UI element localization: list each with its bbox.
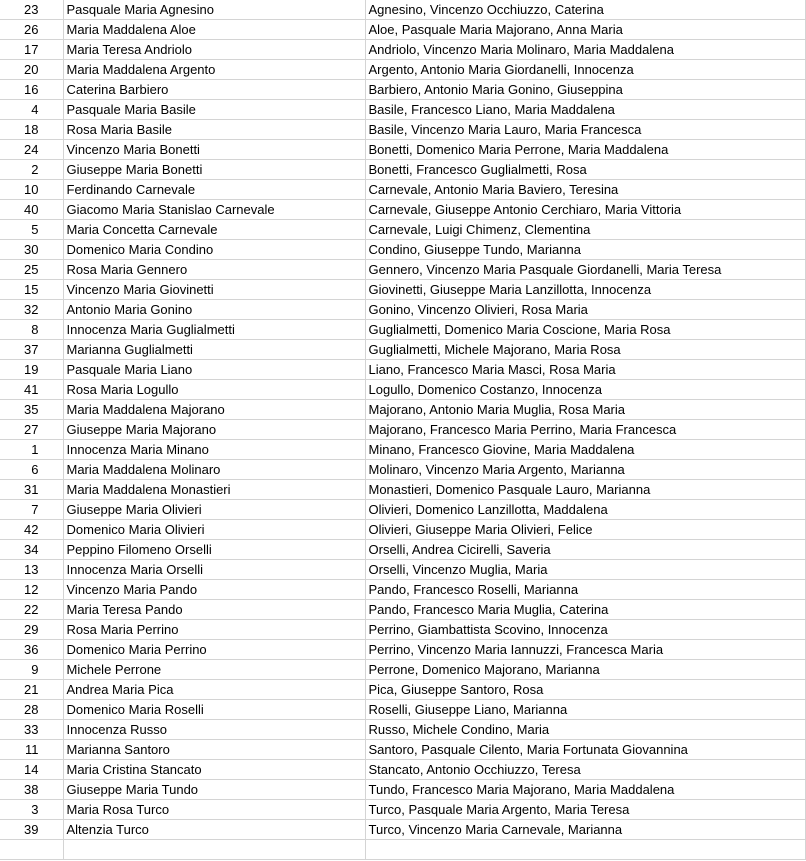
cell-id[interactable]: 14 (0, 760, 63, 780)
table-row (0, 460, 805, 480)
cell-parents[interactable]: Carnevale, Giuseppe Antonio Cerchiaro, Maria Vittoria (365, 200, 805, 220)
cell-parents[interactable]: Gonino, Vincenzo Olivieri, Rosa Maria (365, 300, 805, 320)
cell-parents[interactable]: Turco, Pasquale Maria Argento, Maria Teresa (365, 800, 805, 820)
cell-parents[interactable]: Basile, Francesco Liano, Maria Maddalena (365, 100, 805, 120)
cell-id[interactable]: 18 (0, 120, 63, 140)
table-row (0, 800, 805, 820)
cell-parents[interactable] (365, 840, 805, 860)
cell-parents[interactable]: Perrino, Vincenzo Maria Iannuzzi, Francesca Maria (365, 640, 805, 660)
cell-parents[interactable]: Minano, Francesco Giovine, Maria Maddalena (365, 440, 805, 460)
cell-parents[interactable]: Guglialmetti, Domenico Maria Coscione, Maria Rosa (365, 320, 805, 340)
cell-name[interactable]: Maria Maddalena Molinaro (63, 460, 365, 480)
cell-name[interactable]: Maria Cristina Stancato (63, 760, 365, 780)
cell-parents[interactable]: Andriolo, Vincenzo Maria Molinaro, Maria Maddalena (365, 40, 805, 60)
cell-id[interactable]: 2 (0, 160, 63, 180)
cell-name[interactable]: Giuseppe Maria Bonetti (63, 160, 365, 180)
cell-parents[interactable]: Barbiero, Antonio Maria Gonino, Giuseppina (365, 80, 805, 100)
cell-parents[interactable]: Roselli, Giuseppe Liano, Marianna (365, 700, 805, 720)
table-row (0, 0, 805, 20)
table-row (0, 380, 805, 400)
table-row (0, 20, 805, 40)
cell-parents[interactable]: Orselli, Vincenzo Muglia, Maria (365, 560, 805, 580)
cell-id[interactable]: 23 (0, 0, 63, 20)
cell-parents[interactable]: Gennero, Vincenzo Maria Pasquale Giordanelli, Maria Teresa (365, 260, 805, 280)
cell-parents[interactable]: Giovinetti, Giuseppe Maria Lanzillotta, Innocenza (365, 280, 805, 300)
cell-id[interactable]: 5 (0, 220, 63, 240)
cell-name[interactable]: Innocenza Maria Guglialmetti (63, 320, 365, 340)
cell-id[interactable]: 12 (0, 580, 63, 600)
cell-name[interactable]: Innocenza Maria Orselli (63, 560, 365, 580)
cell-name[interactable]: Marianna Santoro (63, 740, 365, 760)
cell-parents[interactable]: Condino, Giuseppe Tundo, Marianna (365, 240, 805, 260)
cell-parents[interactable]: Pando, Francesco Maria Muglia, Caterina (365, 600, 805, 620)
cell-id[interactable]: 28 (0, 700, 63, 720)
table-row (0, 60, 805, 80)
cell-id[interactable]: 6 (0, 460, 63, 480)
table-row (0, 420, 805, 440)
cell-name[interactable]: Domenico Maria Olivieri (63, 520, 365, 540)
cell-parents[interactable]: Santoro, Pasquale Cilento, Maria Fortunata Giovannina (365, 740, 805, 760)
table-row (0, 600, 805, 620)
table-row (0, 740, 805, 760)
cell-name[interactable]: Maria Teresa Pando (63, 600, 365, 620)
cell-id[interactable]: 34 (0, 540, 63, 560)
cell-parents[interactable]: Olivieri, Domenico Lanzillotta, Maddalena (365, 500, 805, 520)
table-row (0, 580, 805, 600)
cell-id[interactable]: 31 (0, 480, 63, 500)
table-row (0, 120, 805, 140)
table-row (0, 480, 805, 500)
cell-id[interactable]: 22 (0, 600, 63, 620)
cell-parents[interactable]: Turco, Vincenzo Maria Carnevale, Marianna (365, 820, 805, 840)
cell-name[interactable]: Rosa Maria Gennero (63, 260, 365, 280)
cell-name[interactable]: Innocenza Russo (63, 720, 365, 740)
cell-name[interactable]: Altenzia Turco (63, 820, 365, 840)
cell-parents[interactable]: Agnesino, Vincenzo Occhiuzzo, Caterina (365, 0, 805, 20)
cell-id[interactable]: 7 (0, 500, 63, 520)
table-row (0, 660, 805, 680)
table-row (0, 260, 805, 280)
table-row (0, 760, 805, 780)
cell-name[interactable]: Giuseppe Maria Olivieri (63, 500, 365, 520)
cell-name[interactable]: Peppino Filomeno Orselli (63, 540, 365, 560)
cell-parents[interactable]: Guglialmetti, Michele Majorano, Maria Rosa (365, 340, 805, 360)
cell-parents[interactable]: Orselli, Andrea Cicirelli, Saveria (365, 540, 805, 560)
cell-id[interactable]: 38 (0, 780, 63, 800)
cell-name[interactable]: Vincenzo Maria Bonetti (63, 140, 365, 160)
table-row (0, 140, 805, 160)
cell-id[interactable]: 13 (0, 560, 63, 580)
cell-parents[interactable]: Aloe, Pasquale Maria Majorano, Anna Maria (365, 20, 805, 40)
cell-id[interactable]: 33 (0, 720, 63, 740)
cell-parents[interactable]: Basile, Vincenzo Maria Lauro, Maria Francesca (365, 120, 805, 140)
cell-parents[interactable]: Pica, Giuseppe Santoro, Rosa (365, 680, 805, 700)
cell-name[interactable] (63, 840, 365, 860)
cell-id[interactable]: 3 (0, 800, 63, 820)
cell-id[interactable]: 8 (0, 320, 63, 340)
cell-name[interactable]: Maria Maddalena Monastieri (63, 480, 365, 500)
cell-id[interactable]: 32 (0, 300, 63, 320)
table-row (0, 780, 805, 800)
cell-id[interactable]: 17 (0, 40, 63, 60)
cell-name[interactable]: Ferdinando Carnevale (63, 180, 365, 200)
cell-parents[interactable]: Majorano, Antonio Maria Muglia, Rosa Maria (365, 400, 805, 420)
cell-name[interactable]: Maria Teresa Andriolo (63, 40, 365, 60)
cell-name[interactable]: Andrea Maria Pica (63, 680, 365, 700)
cell-id[interactable]: 36 (0, 640, 63, 660)
cell-id[interactable]: 29 (0, 620, 63, 640)
cell-id[interactable]: 42 (0, 520, 63, 540)
cell-name[interactable]: Giacomo Maria Stanislao Carnevale (63, 200, 365, 220)
cell-id[interactable]: 1 (0, 440, 63, 460)
cell-parents[interactable]: Olivieri, Giuseppe Maria Olivieri, Felice (365, 520, 805, 540)
table-row (0, 200, 805, 220)
cell-name[interactable]: Maria Concetta Carnevale (63, 220, 365, 240)
cell-parents[interactable]: Stancato, Antonio Occhiuzzo, Teresa (365, 760, 805, 780)
cell-name[interactable]: Maria Maddalena Argento (63, 60, 365, 80)
cell-id[interactable]: 21 (0, 680, 63, 700)
cell-parents[interactable]: Liano, Francesco Maria Masci, Rosa Maria (365, 360, 805, 380)
cell-id[interactable]: 24 (0, 140, 63, 160)
cell-id[interactable]: 25 (0, 260, 63, 280)
table-row (0, 820, 805, 840)
cell-id[interactable] (0, 840, 63, 860)
cell-id[interactable]: 9 (0, 660, 63, 680)
cell-id[interactable]: 40 (0, 200, 63, 220)
table-row (0, 440, 805, 460)
cell-id[interactable]: 30 (0, 240, 63, 260)
cell-name[interactable]: Vincenzo Maria Giovinetti (63, 280, 365, 300)
table-row (0, 280, 805, 300)
table-row (0, 100, 805, 120)
table-row (0, 640, 805, 660)
table-row (0, 840, 805, 860)
cell-name[interactable]: Maria Maddalena Majorano (63, 400, 365, 420)
cell-parents[interactable]: Tundo, Francesco Maria Majorano, Maria Maddalena (365, 780, 805, 800)
cell-name[interactable]: Marianna Guglialmetti (63, 340, 365, 360)
cell-name[interactable]: Giuseppe Maria Majorano (63, 420, 365, 440)
cell-parents[interactable]: Bonetti, Domenico Maria Perrone, Maria Maddalena (365, 140, 805, 160)
cell-name[interactable]: Vincenzo Maria Pando (63, 580, 365, 600)
cell-parents[interactable]: Carnevale, Antonio Maria Baviero, Teresina (365, 180, 805, 200)
table-row (0, 160, 805, 180)
cell-name[interactable]: Rosa Maria Logullo (63, 380, 365, 400)
table-row (0, 340, 805, 360)
table-row (0, 520, 805, 540)
table-row (0, 240, 805, 260)
table-row (0, 540, 805, 560)
cell-parents[interactable]: Logullo, Domenico Costanzo, Innocenza (365, 380, 805, 400)
cell-name[interactable]: Pasquale Maria Agnesino (63, 0, 365, 20)
cell-id[interactable]: 20 (0, 60, 63, 80)
cell-name[interactable]: Caterina Barbiero (63, 80, 365, 100)
cell-id[interactable]: 35 (0, 400, 63, 420)
cell-parents[interactable]: Monastieri, Domenico Pasquale Lauro, Marianna (365, 480, 805, 500)
cell-name[interactable]: Domenico Maria Roselli (63, 700, 365, 720)
cell-id[interactable]: 27 (0, 420, 63, 440)
cell-name[interactable]: Antonio Maria Gonino (63, 300, 365, 320)
cell-parents[interactable]: Majorano, Francesco Maria Perrino, Maria Francesca (365, 420, 805, 440)
cell-parents[interactable]: Argento, Antonio Maria Giordanelli, Innocenza (365, 60, 805, 80)
cell-id[interactable]: 10 (0, 180, 63, 200)
cell-name[interactable]: Pasquale Maria Liano (63, 360, 365, 380)
cell-name[interactable]: Rosa Maria Perrino (63, 620, 365, 640)
cell-parents[interactable]: Perrino, Giambattista Scovino, Innocenza (365, 620, 805, 640)
cell-id[interactable]: 37 (0, 340, 63, 360)
cell-id[interactable]: 15 (0, 280, 63, 300)
cell-name[interactable]: Michele Perrone (63, 660, 365, 680)
table-row (0, 180, 805, 200)
cell-id[interactable]: 16 (0, 80, 63, 100)
table-row (0, 620, 805, 640)
cell-parents[interactable]: Bonetti, Francesco Guglialmetti, Rosa (365, 160, 805, 180)
table-row (0, 720, 805, 740)
cell-id[interactable]: 4 (0, 100, 63, 120)
cell-name[interactable]: Innocenza Maria Minano (63, 440, 365, 460)
cell-name[interactable]: Domenico Maria Perrino (63, 640, 365, 660)
table-row (0, 700, 805, 720)
cell-id[interactable]: 19 (0, 360, 63, 380)
cell-name[interactable]: Giuseppe Maria Tundo (63, 780, 365, 800)
cell-parents[interactable]: Russo, Michele Condino, Maria (365, 720, 805, 740)
table-row (0, 560, 805, 580)
table-row (0, 680, 805, 700)
cell-name[interactable]: Pasquale Maria Basile (63, 100, 365, 120)
cell-id[interactable]: 26 (0, 20, 63, 40)
table-row (0, 320, 805, 340)
cell-name[interactable]: Rosa Maria Basile (63, 120, 365, 140)
cell-id[interactable]: 39 (0, 820, 63, 840)
cell-name[interactable]: Maria Maddalena Aloe (63, 20, 365, 40)
cell-parents[interactable]: Molinaro, Vincenzo Maria Argento, Marianna (365, 460, 805, 480)
table-row (0, 400, 805, 420)
cell-id[interactable]: 41 (0, 380, 63, 400)
cell-parents[interactable]: Carnevale, Luigi Chimenz, Clementina (365, 220, 805, 240)
cell-name[interactable]: Maria Rosa Turco (63, 800, 365, 820)
table-row (0, 500, 805, 520)
table-row (0, 300, 805, 320)
cell-parents[interactable]: Pando, Francesco Roselli, Marianna (365, 580, 805, 600)
table-row (0, 40, 805, 60)
cell-id[interactable]: 11 (0, 740, 63, 760)
cell-name[interactable]: Domenico Maria Condino (63, 240, 365, 260)
table-row (0, 360, 805, 380)
table-row (0, 80, 805, 100)
cell-parents[interactable]: Perrone, Domenico Majorano, Marianna (365, 660, 805, 680)
table-row (0, 220, 805, 240)
